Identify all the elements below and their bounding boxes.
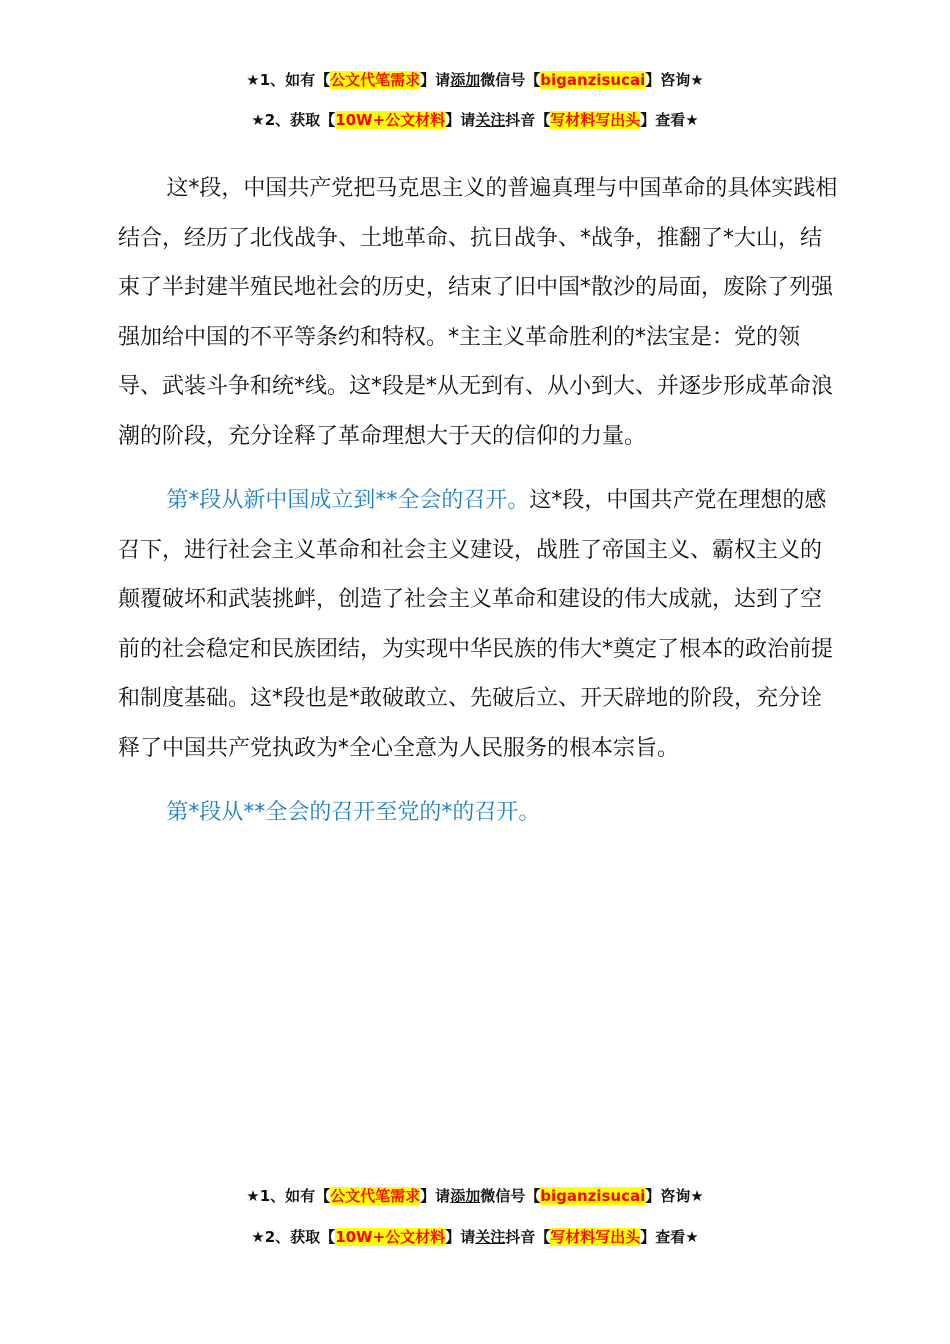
banner-text: 】请 [420,71,451,89]
paragraph-3 [118,788,842,838]
banner-text: 抖音【 [505,1228,551,1246]
banner-highlight-service: 公文代笔需求 [330,71,421,89]
top-banner-line-2 [0,110,950,130]
banner-highlight-materials: 10W+公文材料 [335,1228,446,1246]
banner-suffix: 】查看★ [640,111,699,129]
banner-text: 微信号【 [480,71,541,89]
banner-highlight-wechat-id: biganzisucai [540,71,646,89]
paragraph-lead: 第*段从**全会的召开至党的*的召开。 [166,800,541,825]
banner-text: 】请 [445,1228,476,1246]
paragraph-text: 这*段，中国共产党把马克思主义的普遍真理与中国革命的具体实践相结合，经历了北伐战争、土地革命、抗日战争、*战争，推翻了*大山，结束了半封建半殖民地社会的历史，结束了旧中国*散沙的局面，废除了列强强加给中国的不平等条约和特权。*主主义革命胜利的*法宝是：党的领导、武装斗争和统*线。这*段是*从无到有、从小到大、并逐步形成革命浪潮的阶段，充分诠释了革命理想大于天的信仰的力量。 [118,176,838,449]
banner-prefix: ★1、如有【 [246,1187,331,1205]
banner-suffix: 】查看★ [640,1228,699,1246]
banner-highlight-douyin-account: 写材料写出头 [550,1228,641,1246]
banner-underlined-text: 关注 [475,1228,506,1246]
banner-underlined-text: 添加 [450,71,481,89]
paragraph-text: 这*段，中国共产党在理想的感召下，进行社会主义革命和社会主义建设，战胜了帝国主义、霸权主义的颠覆破坏和武装挑衅，创造了社会主义革命和建设的伟大成就，达到了空前的社会稳定和民族团结，为实现中华民族的伟大*奠定了根本的政治前提和制度基础。这*段也是*敢破敢立、先破后立、开天辟地的阶段，充分诠释了中国共产党执政为*全心全意为人民服务的根本宗旨。 [118,488,834,761]
paragraph-lead: 第*段从新中国成立到**全会的召开。 [166,488,530,513]
banner-prefix: ★2、获取【 [251,111,336,129]
banner-underlined-text: 关注 [475,111,506,129]
banner-prefix: ★1、如有【 [246,71,331,89]
bottom-banner-line-1 [0,1186,950,1206]
banner-text: 】请 [445,111,476,129]
banner-highlight-wechat-id: biganzisucai [540,1187,646,1205]
banner-suffix: 】咨询★ [645,1187,704,1205]
bottom-banner-line-2 [0,1227,950,1247]
banner-text: 抖音【 [505,111,551,129]
banner-suffix: 】咨询★ [645,71,704,89]
paragraph-1 [118,164,842,461]
banner-text: 】请 [420,1187,451,1205]
document-body [118,164,842,853]
banner-highlight-douyin-account: 写材料写出头 [550,111,641,129]
banner-prefix: ★2、获取【 [251,1228,336,1246]
banner-highlight-service: 公文代笔需求 [330,1187,421,1205]
paragraph-2 [118,476,842,773]
banner-highlight-materials: 10W+公文材料 [335,111,446,129]
top-banner-line-1 [0,70,950,90]
banner-underlined-text: 添加 [450,1187,481,1205]
banner-text: 微信号【 [480,1187,541,1205]
